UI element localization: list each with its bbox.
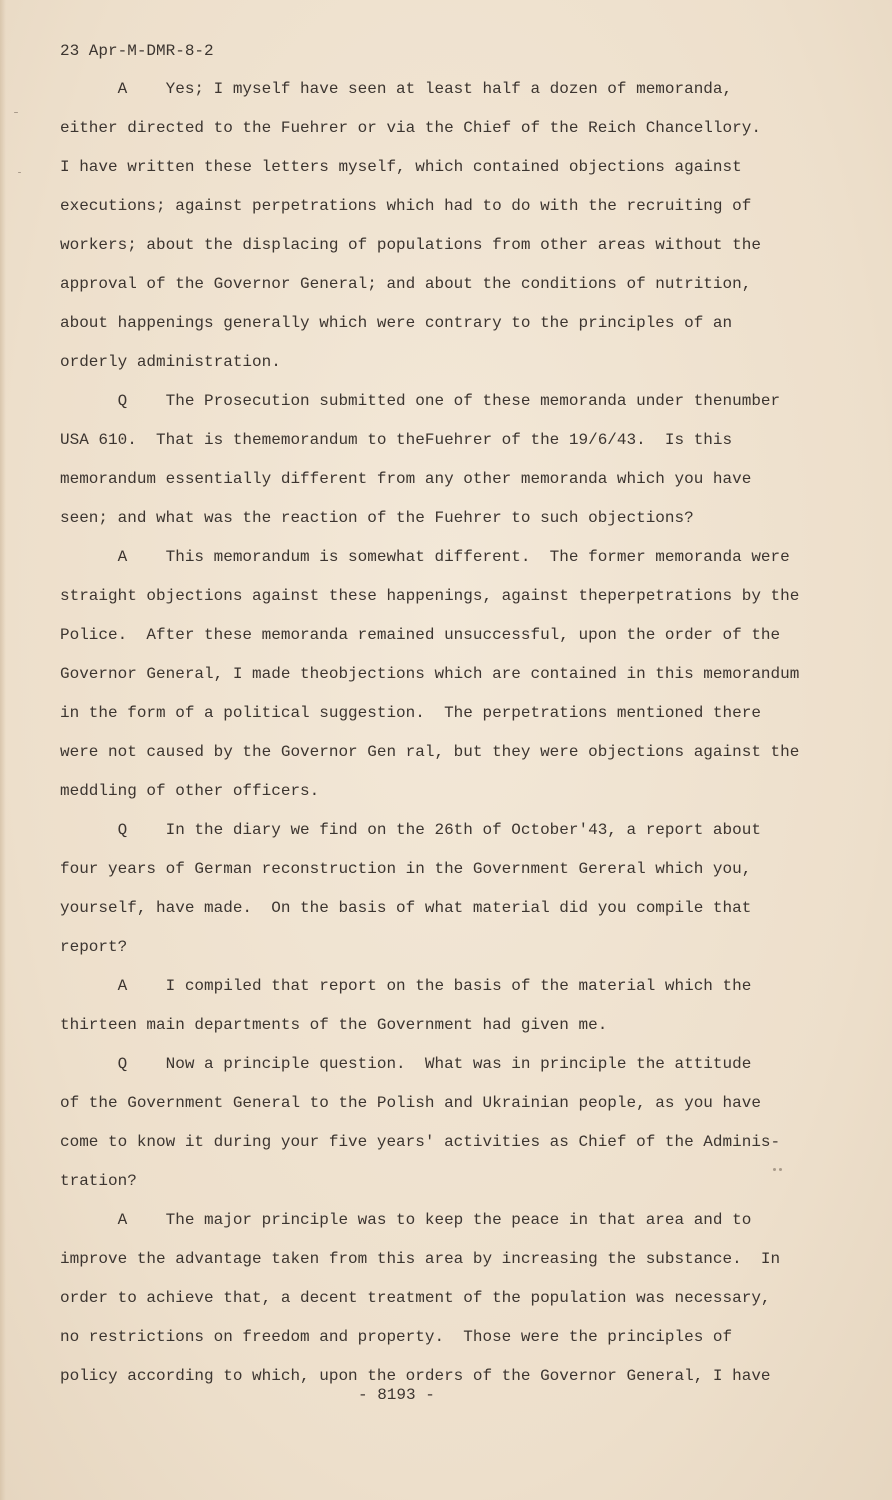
text-line: A I compiled that report on the basis of the material which the (60, 977, 752, 995)
text-line: workers; about the displacing of populations from other areas without the (60, 236, 761, 254)
text-line: A This memorandum is somewhat different. The former memoranda were (60, 548, 790, 566)
text-line: orderly administration. (60, 353, 281, 371)
ink-mark (14, 112, 18, 113)
text-line: A Yes; I myself have seen at least half a dozen of memoranda, (60, 80, 733, 98)
text-line: either directed to the Fuehrer or via the Chief of the Reich Chancellory. (60, 119, 761, 137)
text-line: improve the advantage taken from this area by increasing the substance. In (60, 1250, 781, 1268)
text-line: memorandum essentially different from any other memoranda which you have (60, 470, 752, 488)
text-line: policy according to which, upon the orders of the Governor General, I have (60, 1367, 771, 1385)
text-line: no restrictions on freedom and property. Those were the principles of (60, 1328, 733, 1346)
document-header: 23 Apr-M-DMR-8-2 (60, 42, 214, 60)
text-line: report? (60, 938, 128, 956)
ink-mark (18, 172, 21, 173)
text-line: Police. After these memoranda remained unsuccessful, upon the order of the (60, 626, 781, 644)
text-line: tration? (60, 1172, 137, 1190)
text-line: seen; and what was the reaction of the Fuehrer to such objections? (60, 509, 694, 527)
text-line: four years of German reconstruction in the Government Gereral which you, (60, 860, 752, 878)
text-line: Q The Prosecution submitted one of these memoranda under thenumber (60, 392, 781, 410)
text-line: executions; against perpetrations which had to do with the recruiting of (60, 197, 752, 215)
text-line: approval of the Governor General; and about the conditions of nutrition, (60, 275, 752, 293)
text-line: come to know it during your five years' activities as Chief of the Adminis- (60, 1133, 781, 1151)
text-line: Q Now a principle question. What was in principle the attitude (60, 1055, 752, 1073)
text-line: of the Government General to the Polish and Ukrainian people, as you have (60, 1094, 761, 1112)
text-line: meddling of other officers. (60, 782, 320, 800)
text-line: A The major principle was to keep the peace in that area and to (60, 1211, 752, 1229)
text-line: yourself, have made. On the basis of what material did you compile that (60, 899, 752, 917)
ink-mark (773, 1168, 776, 1171)
text-line: I have written these letters myself, which contained objections against (60, 158, 742, 176)
text-line: Governor General, I made theobjections which are contained in this memorandum (60, 665, 800, 683)
text-line: order to achieve that, a decent treatment of the population was necessary, (60, 1289, 771, 1307)
text-line: Q In the diary we find on the 26th of October'43, a report about (60, 821, 761, 839)
text-line: in the form of a political suggestion. The perpetrations mentioned there (60, 704, 761, 722)
text-line: USA 610. That is thememorandum to theFuehrer of the 19/6/43. Is this (60, 431, 733, 449)
text-line: straight objections against these happenings, against theperpetrations by the (60, 587, 800, 605)
ink-mark (779, 1168, 782, 1171)
document-body (60, 70, 830, 1396)
text-line: were not caused by the Governor Gen ral, but they were objections against the (60, 743, 800, 761)
text-line: thirteen main departments of the Government had given me. (60, 1016, 608, 1034)
text-line: about happenings generally which were contrary to the principles of an (60, 314, 733, 332)
page-number: - 8193 - (358, 1386, 435, 1404)
page-edge-shadow (0, 0, 6, 1500)
